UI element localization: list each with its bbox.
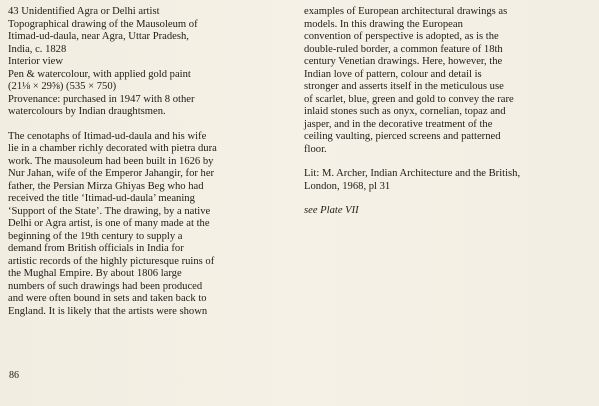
- description-line: demand from British officials in India for: [8, 243, 184, 254]
- description-line: floor.: [304, 143, 327, 155]
- description-line: England. It is likely that the artists were shown: [8, 305, 208, 317]
- description-line: ceiling vaulting, pierced screens and patterned: [304, 131, 501, 142]
- literature-line: London, 1968, pl 31: [304, 180, 391, 192]
- entry-provenance-line: watercolours by Indian draughtsmen.: [8, 106, 166, 117]
- page-number: 86: [9, 370, 19, 381]
- entry-description-right: [304, 6, 594, 156]
- description-line: inlaid stones such as onyx, cornelian, topaz and: [304, 106, 506, 117]
- entry-subject-line: Topographical drawing of the Mausoleum of: [8, 18, 198, 30]
- literature-line: Lit: M. Archer, Indian Architecture and the British,: [304, 168, 521, 179]
- description-line: examples of European architectural drawings as: [304, 6, 508, 17]
- entry-title-line: 43 Unidentified Agra or Delhi artist: [8, 6, 160, 17]
- description-line: Nur Jahan, wife of the Emperor Jahangir, for her: [8, 168, 215, 179]
- description-line: The cenotaphs of Itimad-ud-daula and his wife: [8, 130, 207, 142]
- description-line: the Mughal Empire. By about 1806 large: [8, 268, 182, 279]
- description-line: convention of perspective is adopted, as is the: [304, 31, 499, 42]
- entry-dimensions-line: (21⅛ × 29⅝) (535 × 750): [8, 81, 117, 92]
- description-line: artistic records of the highly picturesque ruins of: [8, 255, 215, 267]
- description-line: received the title ‘Itimad-ud-daula’ meaning: [8, 193, 195, 204]
- entry-medium-line: Pen & watercolour, with applied gold paint: [8, 68, 191, 80]
- description-line: century Venetian drawings. Here, however, the: [304, 56, 503, 67]
- description-line: Indian love of pattern, colour and detail is: [304, 68, 482, 80]
- description-line: numbers of such drawings had been produced: [8, 280, 203, 292]
- catalogue-entry-header: [8, 6, 290, 119]
- description-line: of scarlet, blue, green and gold to convey the rare: [304, 93, 514, 105]
- left-column: [8, 6, 290, 318]
- description-line: double-ruled border, a common feature of 18th: [304, 43, 503, 55]
- description-line: jasper, and in the decorative treatment of the: [304, 118, 493, 130]
- description-line: Delhi or Agra artist, is one of many made at the: [8, 218, 210, 229]
- literature-reference: [304, 168, 594, 193]
- entry-date-line: India, c. 1828: [8, 43, 67, 55]
- description-line: beginning of the 19th century to supply a: [8, 230, 183, 242]
- description-line: ‘Support of the State’. The drawing, by a native: [8, 205, 211, 217]
- entry-subject-line: Itimad-ud-daula, near Agra, Uttar Pradesh,: [8, 31, 189, 42]
- description-line: work. The mausoleum had been built in 1626 by: [8, 155, 214, 167]
- description-line: stronger and asserts itself in the meticulous use: [304, 81, 504, 92]
- description-line: father, the Persian Mirza Ghiyas Beg who had: [8, 180, 204, 192]
- entry-view-line: Interior view: [8, 56, 64, 67]
- plate-reference: see Plate VII: [304, 205, 359, 216]
- entry-provenance-line: Provenance: purchased in 1947 with 8 other: [8, 93, 195, 105]
- right-column: [304, 6, 594, 218]
- entry-description-left: [8, 131, 290, 319]
- description-line: models. In this drawing the European: [304, 18, 463, 30]
- description-line: lie in a chamber richly decorated with pietra dura: [8, 143, 217, 154]
- description-line: and were often bound in sets and taken back to: [8, 293, 207, 304]
